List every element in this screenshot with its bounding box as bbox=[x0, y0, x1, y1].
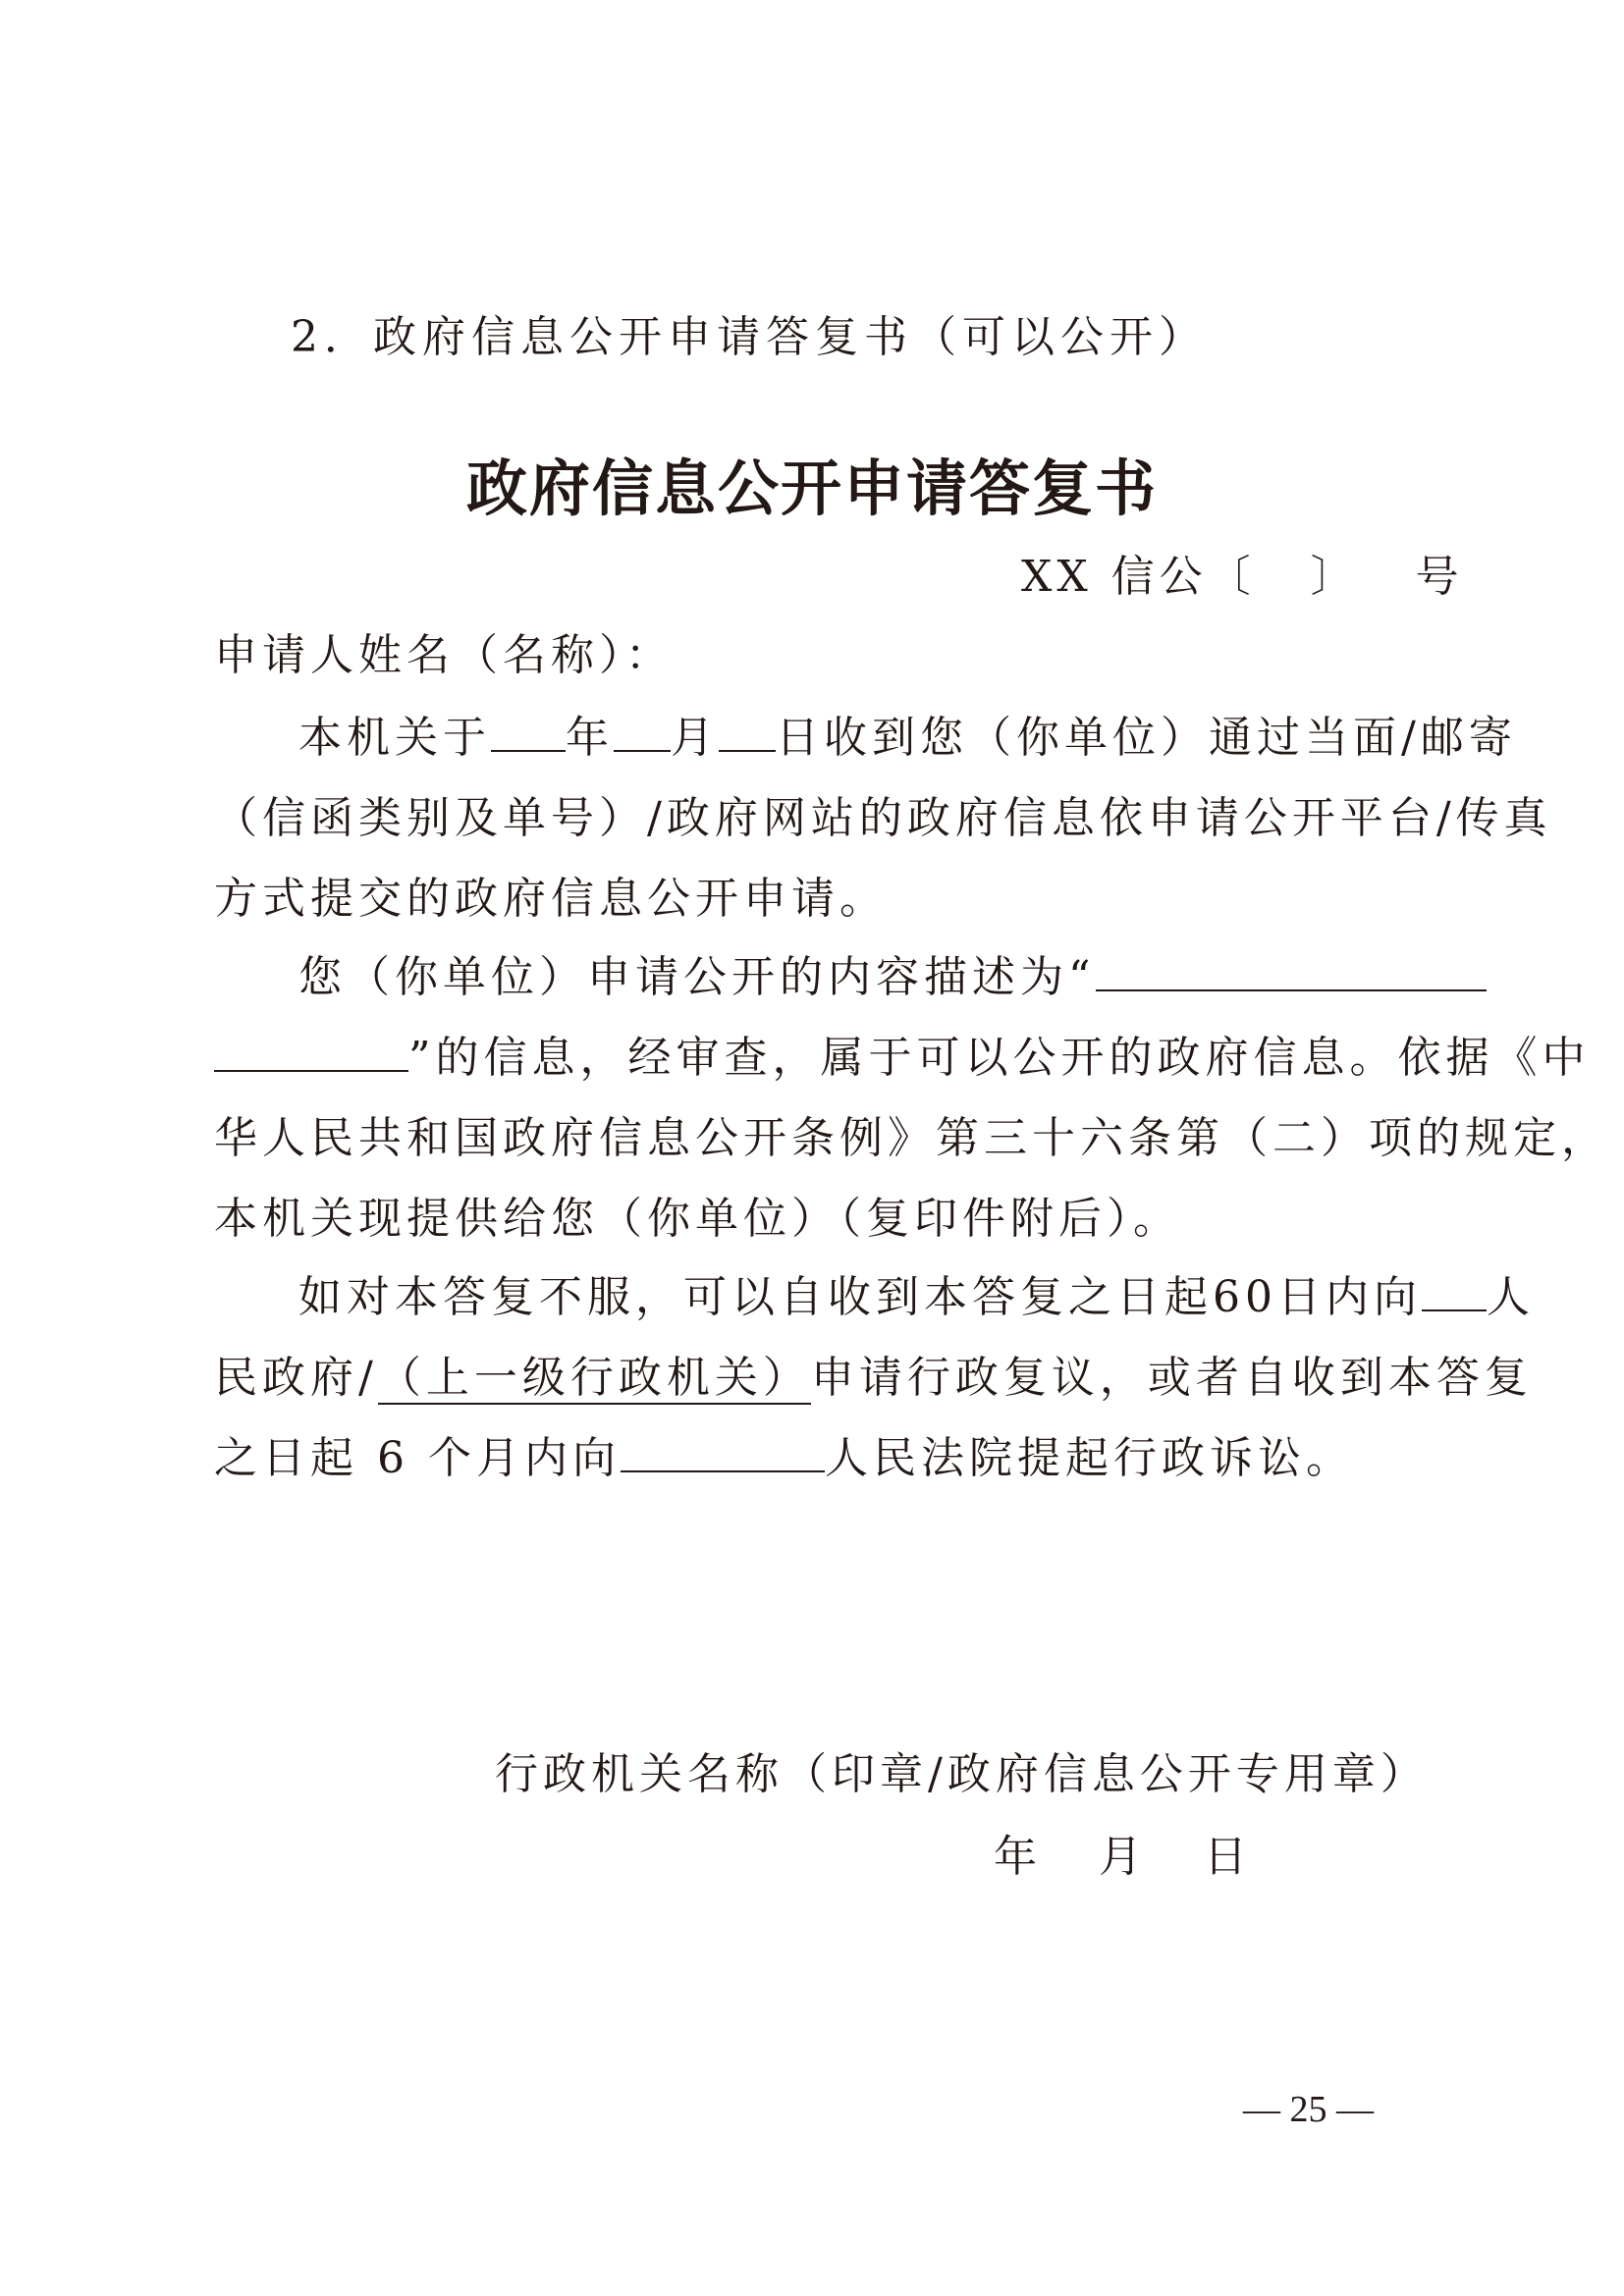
para3-lead-end: 人 bbox=[1487, 1272, 1535, 1322]
signature: 行政机关名称（印章/政府信息公开专用章） bbox=[495, 1749, 1429, 1799]
para2-line4: 本机关现提供给您（你单位）（复印件附后）。 bbox=[214, 1194, 1181, 1244]
para1-day-rest: 日收到您（你单位）通过当面/邮寄 bbox=[776, 713, 1517, 763]
para1-line2: （信函类别及单号）/政府网站的政府信息依申请公开平台/传真 bbox=[214, 793, 1552, 843]
doc-number-bracket-close: 〕 bbox=[1310, 552, 1359, 602]
blank-content-description[interactable] bbox=[1096, 948, 1487, 991]
para2-lead: 您（你单位）申请公开的内容描述为“ bbox=[298, 952, 1096, 1002]
para2-line3: 华人民共和国政府信息公开条例》第三十六条第（二）项的规定， bbox=[214, 1113, 1609, 1163]
blank-government[interactable] bbox=[1422, 1268, 1487, 1311]
date-day: 日 bbox=[1204, 1832, 1252, 1882]
para1-lead: 本机关于 bbox=[298, 713, 491, 763]
para1-line1 bbox=[298, 709, 1517, 768]
salutation: 申请人姓名（名称）： bbox=[214, 630, 674, 680]
date-month: 月 bbox=[1099, 1832, 1147, 1882]
signature-date bbox=[994, 1828, 1252, 1887]
para2-line1 bbox=[298, 948, 1487, 1007]
blank-court[interactable] bbox=[621, 1429, 825, 1472]
para3-line2-b: 申请行政复议，或者自收到本答复 bbox=[810, 1353, 1533, 1403]
blank-content-description-cont[interactable] bbox=[214, 1029, 408, 1072]
para3-line2 bbox=[214, 1349, 1533, 1408]
blank-month[interactable] bbox=[614, 709, 671, 752]
doc-number-prefix: XX 信公〔 bbox=[1021, 552, 1256, 602]
doc-number-suffix: 号 bbox=[1415, 552, 1464, 602]
higher-authority-underlined: （上一级行政机关） bbox=[377, 1353, 811, 1403]
para3-line3-a: 之日起 6 个月内向 bbox=[214, 1433, 621, 1483]
section-heading: 2．政府信息公开申请答复书（可以公开） bbox=[291, 312, 1208, 362]
para3-line3 bbox=[214, 1429, 1354, 1488]
date-year: 年 bbox=[994, 1832, 1042, 1882]
para1-line3: 方式提交的政府信息公开申请。 bbox=[214, 874, 888, 924]
page-number: — 25 — bbox=[1243, 2089, 1374, 2130]
para2-line2 bbox=[214, 1029, 1591, 1088]
para3-line3-b: 人民法院提起行政诉讼。 bbox=[824, 1433, 1354, 1483]
para1-month-label: 月 bbox=[671, 713, 719, 763]
blank-day[interactable] bbox=[719, 709, 776, 752]
para3-line2-a: 民政府/ bbox=[214, 1353, 378, 1403]
blank-year[interactable] bbox=[491, 709, 566, 752]
para3-lead: 如对本答复不服，可以自收到本答复之日起60日内向 bbox=[298, 1272, 1422, 1322]
document-number bbox=[1021, 548, 1464, 607]
document-title: 政府信息公开申请答复书 bbox=[465, 453, 1158, 524]
para3-line1 bbox=[298, 1268, 1535, 1327]
para2-line2-text: ”的信息，经审查，属于可以公开的政府信息。依据《中 bbox=[408, 1033, 1591, 1083]
para1-year-label: 年 bbox=[566, 713, 614, 763]
